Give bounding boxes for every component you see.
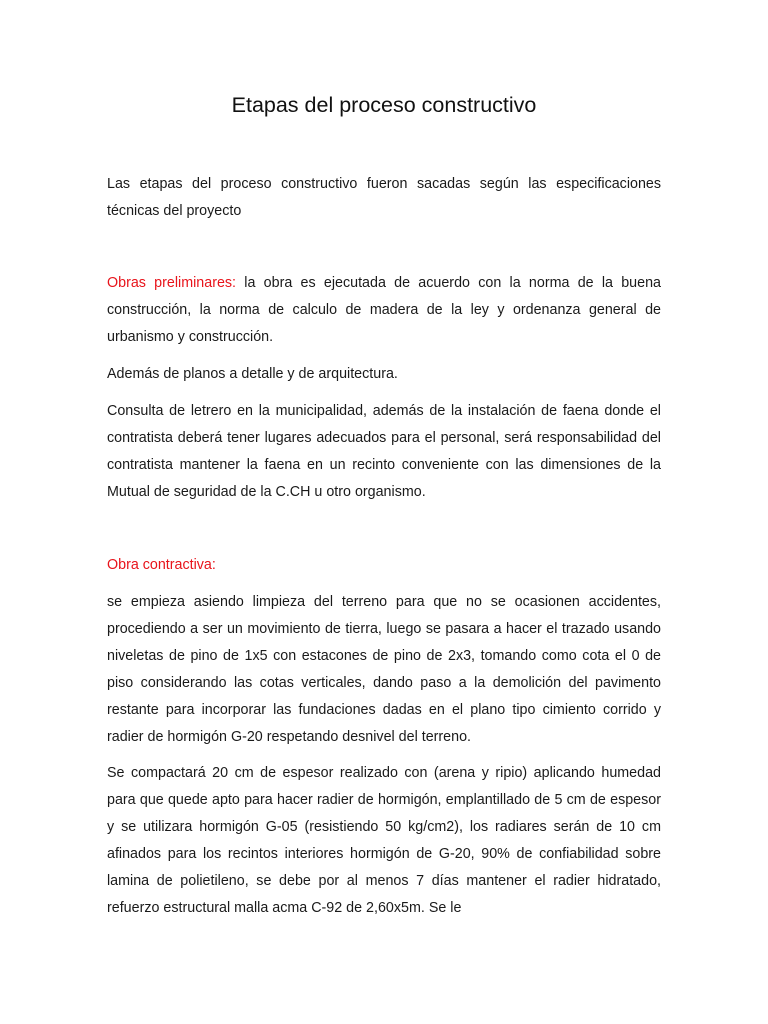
preliminares-text: la obra es ejecutada de acuerdo con la norma de la buena construcción, la norma de calculo de madera de la ley y ordenanza general de urbanismo y construcción. xyxy=(107,275,661,345)
intro-paragraph: Las etapas del proceso constructivo fueron sacadas según las especificaciones técnicas del proyecto xyxy=(107,176,661,219)
preliminares-heading: Obras preliminares: xyxy=(107,275,237,291)
document-title: Etapas del proceso constructivo xyxy=(231,93,537,117)
ademas-paragraph: Además de planos a detalle y de arquitectura. xyxy=(107,366,398,382)
preliminares-paragraph xyxy=(107,270,661,351)
empieza-paragraph: se empieza asiendo limpieza del terreno para que no se ocasionen accidentes, procediendo a ser un movimiento de tierra, luego se pasara a hacer el trazado usando niveletas de pino de 1x5 con estacones de pino de 2x3, tomando como cota el 0 de piso considerando las cotas verticales, dando paso a la demolición del pavimento restante para incorporar las fundaciones dadas en el plano tipo cimiento corrido y radier de hormigón G-20 respetando desnivel del terreno. xyxy=(107,594,661,745)
compactara-paragraph: Se compactará 20 cm de espesor realizado con (arena y ripio) aplicando humedad para que quede apto para hacer radier de hormigón, emplantillado de 5 cm de espesor y se utilizara hormigón G-05 (resistiendo 50 kg/cm2), los radiares serán de 10 cm afinados para los recintos interiores hormigón de G-20, 90% de confiabilidad sobre lamina de polietileno, se debe por al menos 7 días mantener el radier hidratado, refuerzo estructural malla acma C-92 de 2,60x5m. Se le xyxy=(107,765,661,916)
consulta-paragraph: Consulta de letrero en la municipalidad, además de la instalación de faena donde el contratista deberá tener lugares adecuados para el personal, será responsabilidad del contratista mantener la faena en un recinto conveniente con las dimensiones de la Mutual de seguridad de la C.CH u otro organismo. xyxy=(107,403,661,500)
contractiva-heading: Obra contractiva: xyxy=(107,557,216,573)
